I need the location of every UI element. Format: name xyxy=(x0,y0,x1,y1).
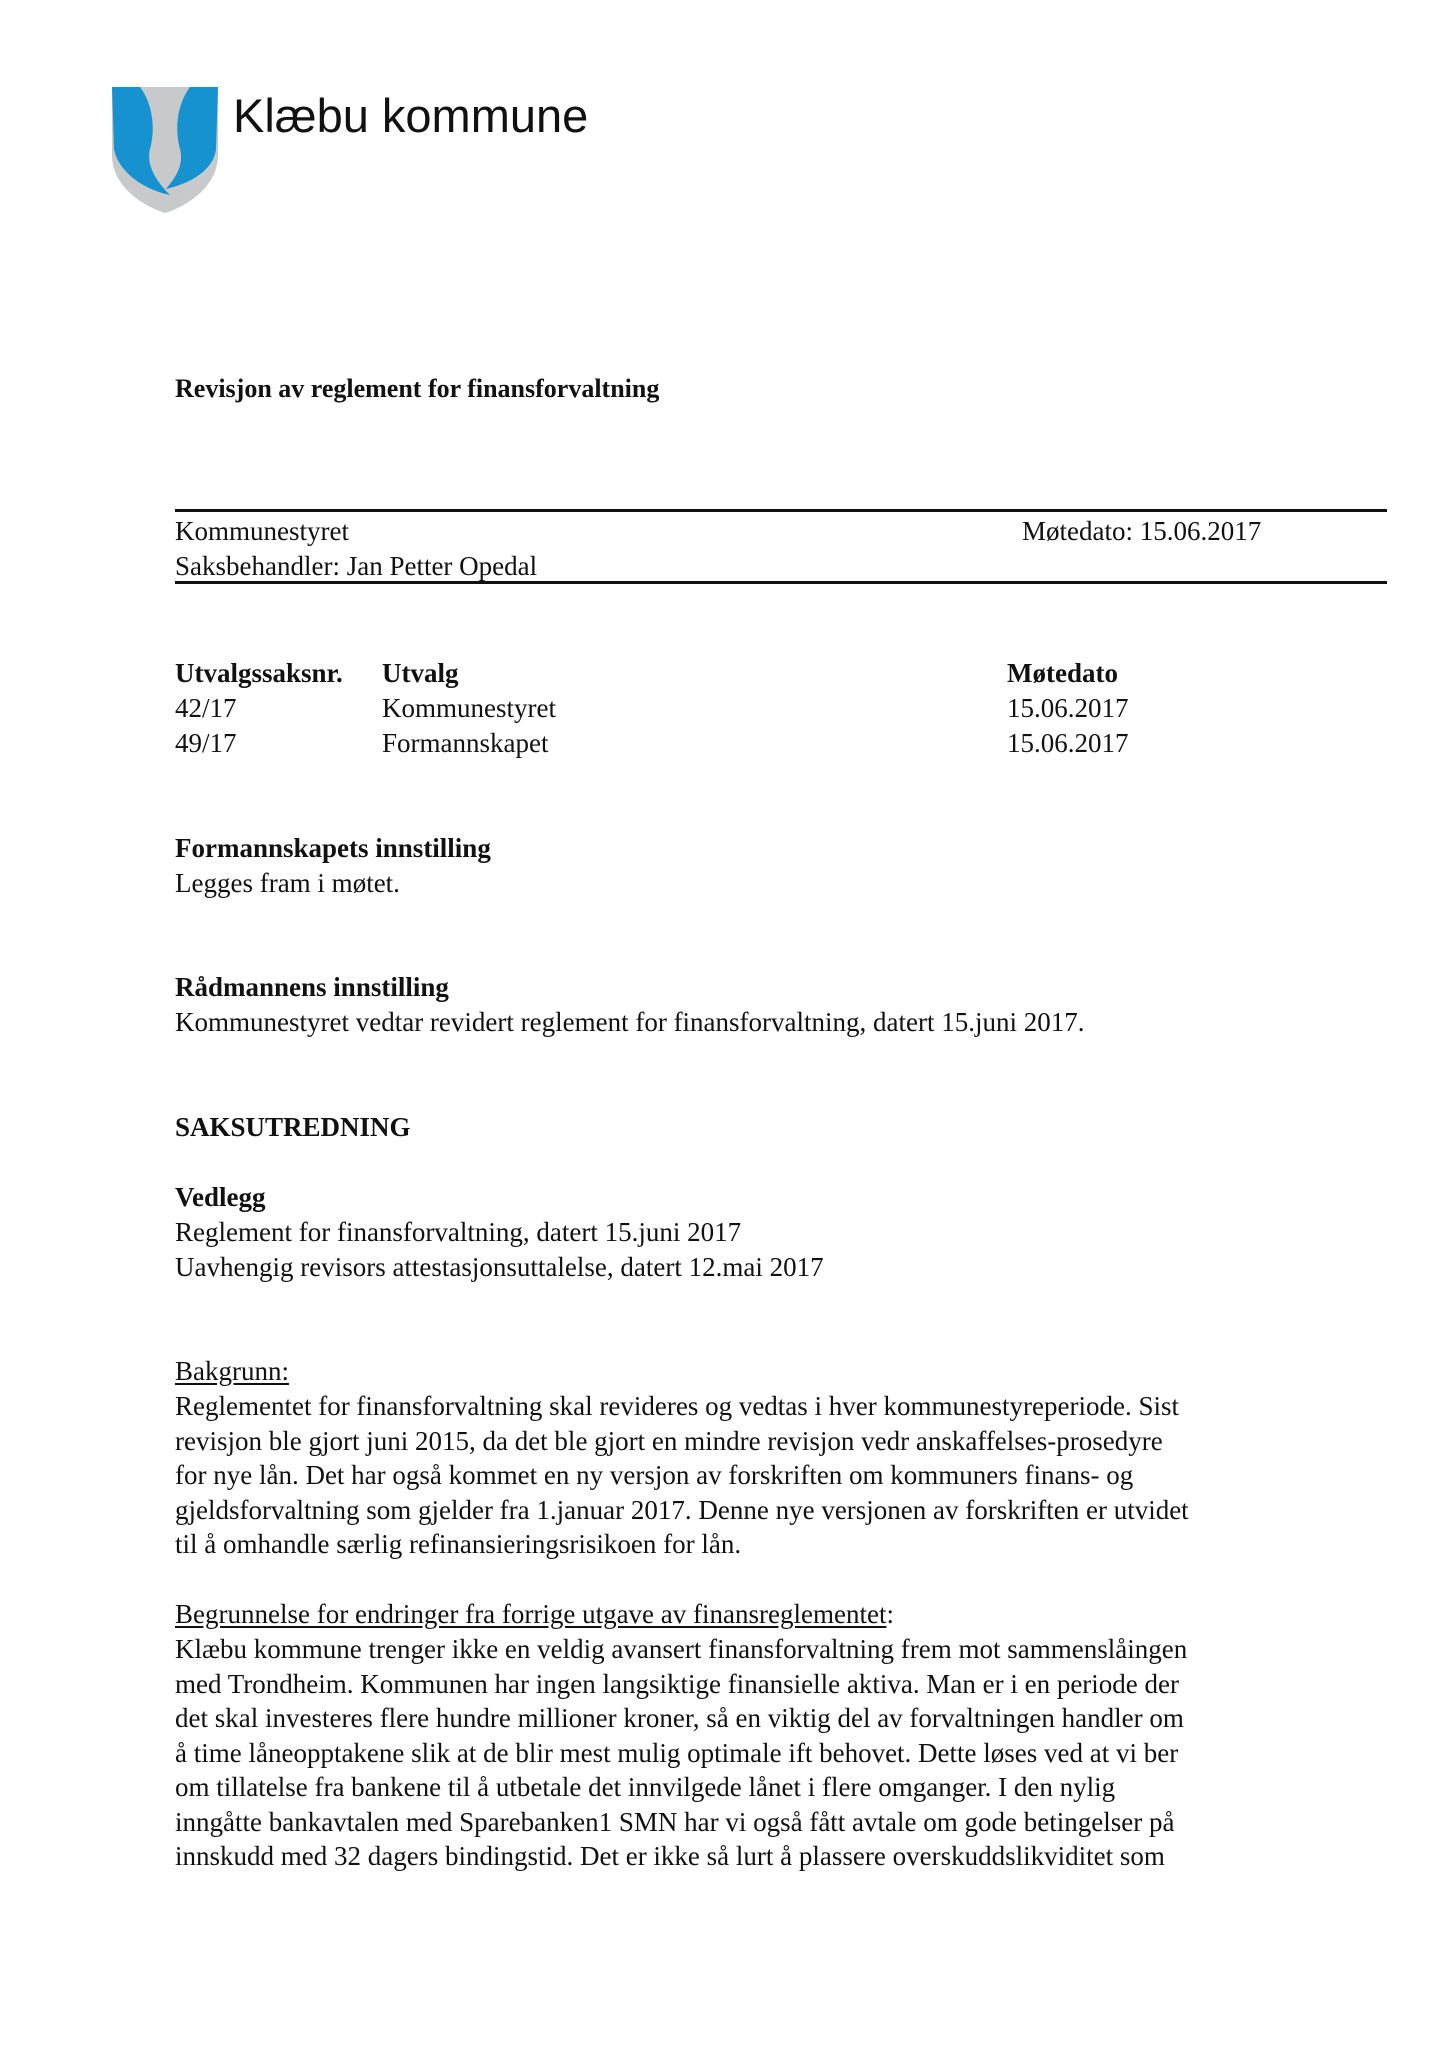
begrunnelse-line: det skal investeres flere hundre millioner kroner, så en viktig del av forvaltningen handler om xyxy=(175,1703,1184,1733)
case-officer: Saksbehandler: Jan Petter Opedal xyxy=(175,551,538,581)
begrunnelse-paragraph xyxy=(175,1632,1335,1874)
committee-name: Kommunestyret xyxy=(175,516,349,546)
vedlegg-item-2: Uavhengig revisors attestasjonsuttalelse, datert 12.mai 2017 xyxy=(175,1252,824,1282)
formannskap-text: Legges fram i møtet. xyxy=(175,868,400,898)
begrunnelse-line: om tillatelse fra bankene til å utbetale det innvilgede lånet i flere omganger. I den nylig xyxy=(175,1772,1116,1802)
meeting-date: Møtedato: 15.06.2017 xyxy=(1022,516,1262,546)
bakgrunn-line: gjeldsforvaltning som gjelder fra 1.januar 2017. Denne nye versjonen av forskriften er utvidet xyxy=(175,1494,1189,1525)
bakgrunn-heading: Bakgrunn: xyxy=(175,1356,289,1386)
bakgrunn-line: revisjon ble gjort juni 2015, da det ble gjort en mindre revisjon vedr anskaffelses-prosedyre xyxy=(175,1425,1163,1456)
saksutredning-heading: SAKSUTREDNING xyxy=(175,1112,411,1142)
begrunnelse-line: innskudd med 32 dagers bindingstid. Det er ikke så lurt å plassere overskuddslikviditet som xyxy=(175,1841,1165,1871)
begrunnelse-line: inngåtte bankavtalen med Sparebanken1 SMN har vi også fått avtale om gode betingelser på xyxy=(175,1806,1175,1837)
coat-of-arms-logo xyxy=(110,85,220,215)
begrunnelse-heading-wrap xyxy=(175,1597,894,1632)
begrunnelse-heading-colon: : xyxy=(886,1599,894,1629)
bakgrunn-line: for nye lån. Det har også kommet en ny versjon av forskriften om kommuners finans- og xyxy=(175,1460,1134,1490)
bakgrunn-paragraph xyxy=(175,1389,1335,1562)
table-row-1-case-number: 42/17 xyxy=(175,693,237,723)
begrunnelse-line: Klæbu kommune trenger ikke en veldig avansert finansforvaltning frem mot sammenslåingen xyxy=(175,1634,1188,1664)
table-row-2-date: 15.06.2017 xyxy=(1007,728,1129,758)
begrunnelse-heading: Begrunnelse for endringer fra forrige utgave av finansreglementet xyxy=(175,1599,887,1629)
formannskap-heading: Formannskapets innstilling xyxy=(175,833,491,863)
bakgrunn-line: til å omhandle særlig refinansieringsrisikoen for lån. xyxy=(175,1529,742,1559)
begrunnelse-line: med Trondheim. Kommunen har ingen langsiktige finansielle aktiva. Man er i en periode der xyxy=(175,1668,1180,1699)
radmann-heading: Rådmannens innstilling xyxy=(175,972,449,1002)
organization-name: Klæbu kommune xyxy=(233,89,589,142)
document-title: Revisjon av reglement for finansforvaltning xyxy=(175,374,660,403)
radmann-text: Kommunestyret vedtar revidert reglement for finansforvaltning, datert 15.juni 2017. xyxy=(175,1007,1085,1037)
begrunnelse-line: å time låneopptakene slik at de blir mest mulig optimale ift behovet. Dette løses ved at vi ber xyxy=(175,1737,1179,1768)
table-header-meeting-date: Møtedato xyxy=(1007,658,1118,688)
table-row-2-case-number: 49/17 xyxy=(175,728,237,758)
table-row-1-date: 15.06.2017 xyxy=(1007,693,1129,723)
top-rule xyxy=(175,509,1387,512)
table-row-2-committee: Formannskapet xyxy=(382,728,549,758)
vedlegg-item-1: Reglement for finansforvaltning, datert 15.juni 2017 xyxy=(175,1217,742,1247)
table-row-1-committee: Kommunestyret xyxy=(382,693,556,723)
table-header-committee: Utvalg xyxy=(382,658,459,688)
bakgrunn-line: Reglementet for finansforvaltning skal revideres og vedtas i hver kommunestyreperiode. Sist xyxy=(175,1391,1179,1421)
bottom-rule xyxy=(175,581,1387,584)
table-header-case-number: Utvalgssaksnr. xyxy=(175,658,343,688)
vedlegg-heading: Vedlegg xyxy=(175,1182,266,1212)
